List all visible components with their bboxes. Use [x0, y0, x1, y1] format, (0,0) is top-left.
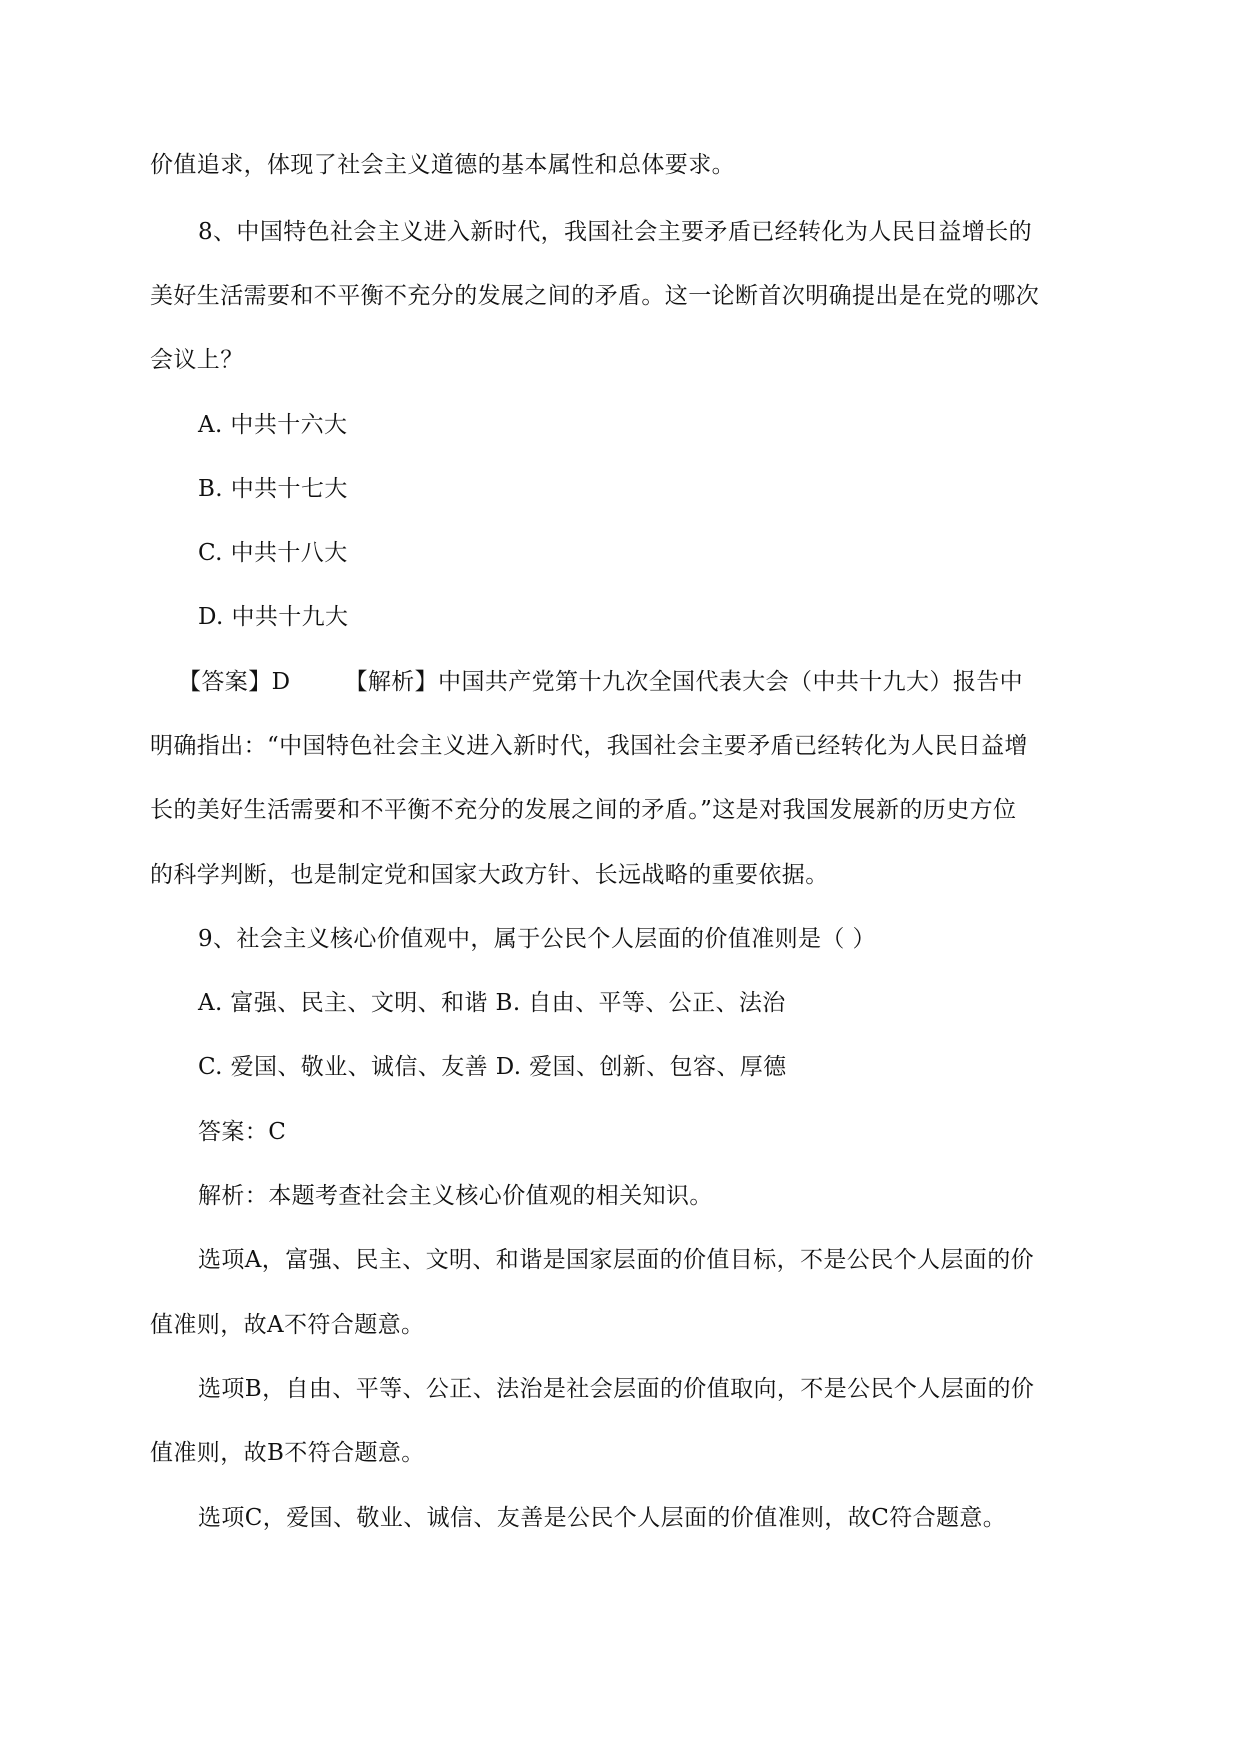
q8-option-c: C. 中共十八大 [198, 540, 348, 566]
q8-option-d: D. 中共十九大 [198, 604, 349, 630]
q9-option-b-analysis-line-2: 值准则，故B不符合题意。 [150, 1440, 425, 1466]
q8-option-a: A. 中共十六大 [198, 412, 348, 438]
q9-option-c-analysis: 选项C，爱国、敬业、诚信、友善是公民个人层面的价值准则，故C符合题意。 [198, 1505, 1007, 1531]
q9-options-line-1: A. 富强、民主、文明、和谐 B. 自由、平等、公正、法治 [198, 990, 786, 1016]
q8-analysis-line-3: 的科学判断，也是制定党和国家大政方针、长远战略的重要依据。 [150, 862, 829, 888]
q8-option-b: B. 中共十七大 [198, 476, 348, 502]
q8-stem-line-3: 会议上？ [150, 347, 244, 373]
q8-analysis-head: 【解析】中国共产党第十九次全国代表大会（中共十九大）报告中 [344, 669, 1024, 695]
q9-stem: 9、社会主义核心价值观中，属于公民个人层面的价值准则是（ ） [198, 926, 876, 952]
q8-stem-line-2: 美好生活需要和不平衡不充分的发展之间的矛盾。这一论断首次明确提出是在党的哪次 [150, 283, 1040, 309]
q8-stem-line-1: 8、中国特色社会主义进入新时代，我国社会主要矛盾已经转化为人民日益增长的 [198, 219, 1033, 245]
q9-option-a-analysis-line-2: 值准则，故A不符合题意。 [150, 1312, 425, 1338]
q8-analysis-line-1: 明确指出：“中国特色社会主义进入新时代，我国社会主要矛盾已经转化为人民日益增 [150, 733, 1028, 759]
q9-option-b-analysis-line-1: 选项B，自由、平等、公正、法治是社会层面的价值取向，不是公民个人层面的价 [198, 1376, 1035, 1402]
q8-analysis-line-2: 长的美好生活需要和不平衡不充分的发展之间的矛盾。”这是对我国发展新的历史方位 [150, 797, 1017, 823]
q8-answer: 【答案】D [178, 669, 291, 695]
q9-option-a-analysis-line-1: 选项A，富强、民主、文明、和谐是国家层面的价值目标，不是公民个人层面的价 [198, 1247, 1035, 1273]
q9-answer: 答案：C [198, 1119, 287, 1145]
intro-text: 价值追求，体现了社会主义道德的基本属性和总体要求。 [150, 152, 735, 178]
q9-analysis-intro: 解析：本题考查社会主义核心价值观的相关知识。 [198, 1183, 713, 1209]
q9-options-line-2: C. 爱国、敬业、诚信、友善 D. 爱国、创新、包容、厚德 [198, 1054, 787, 1080]
q8-answer-line [178, 667, 1023, 697]
